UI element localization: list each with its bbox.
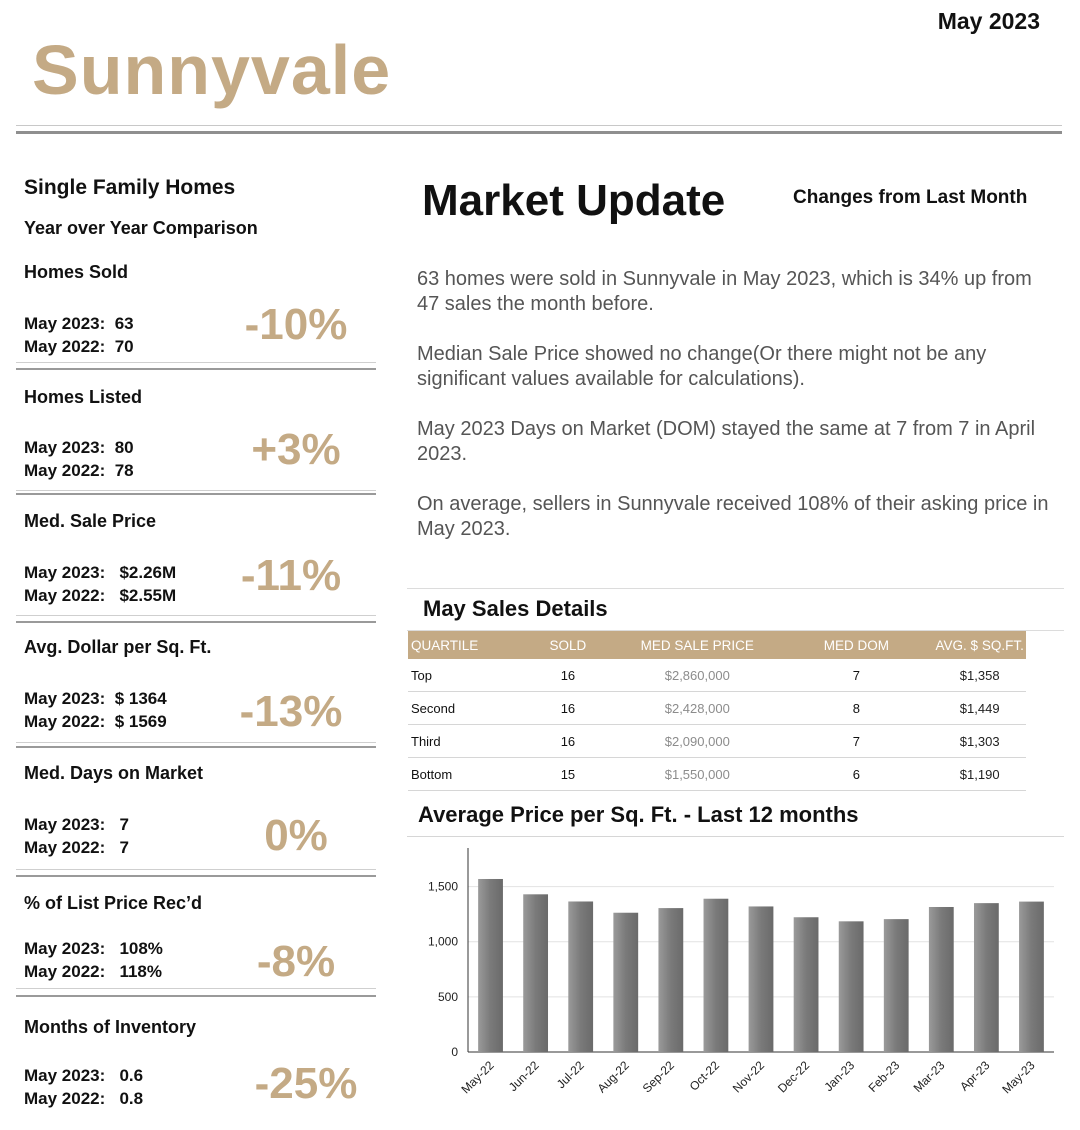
y-tick-label: 1,000 (427, 934, 458, 949)
x-tick-label: Jan-23 (821, 1058, 858, 1095)
table-cell: 8 (779, 692, 933, 725)
x-tick-label: May-22 (458, 1058, 497, 1097)
metric-divider (16, 368, 376, 370)
city-title: Sunnyvale (32, 31, 392, 109)
x-tick-label: Mar-23 (910, 1058, 948, 1096)
metric-previous: May 2022: $ 1569 (24, 712, 167, 731)
table-cell: 16 (521, 659, 616, 692)
bar (749, 906, 774, 1052)
table-row (408, 758, 1026, 791)
changes-label: Changes from Last Month (793, 187, 1028, 208)
x-tick-label: May-23 (999, 1058, 1038, 1097)
comparison-subtitle: Year over Year Comparison (24, 218, 258, 238)
x-tick-label: Sep-22 (639, 1058, 677, 1096)
x-tick-label: Dec-22 (774, 1058, 813, 1096)
bar (839, 921, 864, 1052)
metric-title: Med. Sale Price (24, 511, 157, 531)
metric-current: May 2023: 108% (24, 939, 163, 958)
metric-previous: May 2022: 7 (24, 838, 129, 857)
metric-values (24, 937, 163, 983)
bar (523, 894, 548, 1052)
metric-divider (16, 988, 376, 989)
metric-values (24, 813, 129, 859)
metric-change: -13% (239, 687, 343, 736)
update-paragraph: May 2023 Days on Market (DOM) stayed the same at 7 from 7 in April 2023. (417, 418, 1036, 465)
table-cell: $2,860,000 (615, 659, 779, 692)
bar (568, 901, 593, 1052)
table-cell: Third (408, 725, 521, 758)
table-cell: $2,428,000 (615, 692, 779, 725)
update-paragraph: Median Sale Price showed no change(Or there might not be any significant values available for calculations). (417, 343, 987, 390)
x-tick-label: Apr-23 (957, 1058, 993, 1094)
metric-title: Med. Days on Market (24, 763, 204, 783)
bar (794, 917, 819, 1052)
property-type-title: Single Family Homes (24, 176, 236, 199)
avg-price-sqft-bar-chart (408, 840, 1068, 1125)
header-divider-thick (16, 131, 1062, 134)
column-header: MED SALE PRICE (615, 631, 779, 659)
table-cell: $1,190 (933, 758, 1026, 791)
metric-change: -8% (256, 937, 336, 986)
metric-divider (16, 493, 376, 495)
metric-values (24, 436, 134, 482)
metric-divider (16, 362, 376, 363)
bar (658, 908, 683, 1052)
bar (974, 903, 999, 1052)
metric-current: May 2023: 7 (24, 815, 129, 834)
column-header: AVG. $ SQ.FT. (933, 631, 1026, 659)
bar (1019, 902, 1044, 1052)
y-tick-label: 500 (437, 989, 458, 1004)
metric-title: Homes Sold (24, 262, 129, 282)
table-cell: Bottom (408, 758, 521, 791)
metric-values (24, 561, 176, 607)
column-header: QUARTILE (408, 631, 521, 659)
metric-current: May 2023: $ 1364 (24, 689, 167, 708)
metric-previous: May 2022: 118% (24, 962, 162, 981)
y-tick-label: 1,500 (427, 879, 458, 894)
column-header: SOLD (521, 631, 616, 659)
x-tick-label: Feb-23 (865, 1058, 903, 1096)
metric-divider (16, 875, 376, 877)
table-cell: 16 (521, 692, 616, 725)
update-paragraph: 63 homes were sold in Sunnyvale in May 2023, which is 34% up from 47 sales the month before. (417, 268, 1032, 315)
x-tick-label: Nov-22 (729, 1058, 768, 1096)
metric-current: May 2023: 63 (24, 314, 134, 333)
table-cell: Second (408, 692, 521, 725)
metric-current: May 2023: 80 (24, 438, 134, 457)
metric-previous: May 2022: 78 (24, 461, 134, 480)
metric-change: -25% (254, 1059, 358, 1108)
report-month: May 2023 (937, 8, 1040, 34)
metric-divider (16, 742, 376, 743)
table-cell: 6 (779, 758, 933, 791)
metric-change: -11% (240, 551, 342, 600)
table-cell: $1,303 (933, 725, 1026, 758)
y-tick-label: 0 (451, 1045, 458, 1059)
metric-previous: May 2022: 70 (24, 337, 134, 356)
x-tick-label: Aug-22 (594, 1058, 632, 1096)
metric-divider (16, 746, 376, 748)
table-row (408, 659, 1026, 692)
metric-values (24, 687, 167, 733)
table-row (408, 692, 1026, 725)
table-cell: $2,090,000 (615, 725, 779, 758)
bar (929, 907, 954, 1052)
metric-divider (16, 621, 376, 623)
metric-divider (16, 615, 376, 616)
table-cell: 7 (779, 659, 933, 692)
table-cell: 15 (521, 758, 616, 791)
metric-change: +3% (251, 425, 341, 474)
table-cell: 16 (521, 725, 616, 758)
table-cell: $1,358 (933, 659, 1026, 692)
metric-divider (16, 869, 376, 870)
x-tick-label: Jul-22 (553, 1058, 587, 1092)
table-cell: $1,550,000 (615, 758, 779, 791)
metric-change: -10% (244, 300, 348, 349)
x-tick-label: Jun-22 (505, 1058, 542, 1095)
metric-title: Months of Inventory (24, 1017, 196, 1037)
metric-values (24, 1064, 143, 1110)
bar (613, 913, 638, 1052)
sales-details-title: May Sales Details (423, 596, 608, 621)
metric-previous: May 2022: 0.8 (24, 1089, 144, 1108)
metric-title: Avg. Dollar per Sq. Ft. (24, 637, 212, 657)
chart-title: Average Price per Sq. Ft. - Last 12 months (418, 802, 859, 827)
metric-title: % of List Price Rec’d (24, 893, 203, 913)
table-header-row (408, 631, 1026, 659)
bar (704, 899, 729, 1052)
column-header: MED DOM (779, 631, 933, 659)
bar (884, 919, 909, 1052)
table-cell: 7 (779, 725, 933, 758)
metric-previous: May 2022: $2.55M (24, 586, 177, 605)
metric-change: 0% (264, 811, 328, 860)
x-tick-label: Oct-22 (686, 1058, 723, 1094)
chart-divider (407, 836, 1064, 837)
details-divider (407, 588, 1064, 589)
market-update-title: Market Update (422, 176, 726, 225)
table-row (408, 725, 1026, 758)
sales-details-table (408, 631, 1026, 791)
metric-current: May 2023: 0.6 (24, 1066, 144, 1085)
metric-values (24, 312, 134, 358)
metric-title: Homes Listed (24, 387, 143, 407)
header-divider-thin (16, 125, 1062, 126)
metric-divider (16, 995, 376, 997)
table-cell: $1,449 (933, 692, 1026, 725)
metric-current: May 2023: $2.26M (24, 563, 177, 582)
metric-divider (16, 490, 376, 491)
bar (478, 879, 503, 1052)
update-paragraph: On average, sellers in Sunnyvale received 108% of their asking price in May 2023. (417, 493, 1049, 540)
table-cell: Top (408, 659, 521, 692)
